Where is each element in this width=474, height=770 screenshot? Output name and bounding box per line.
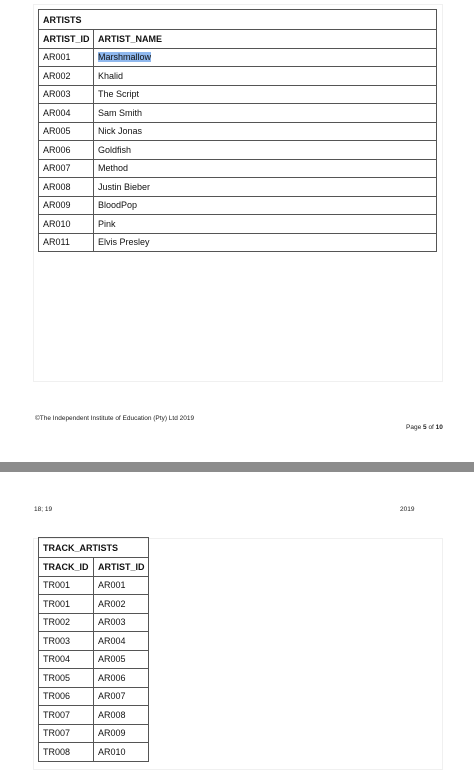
table-row [39,159,437,178]
table-cell[interactable]: AR004 [39,104,94,123]
table-cell[interactable]: Method [94,159,437,178]
document-page-6 [0,472,474,759]
footer-copyright: ©The Independent Institute of Education (Pty) Ltd 2019 [35,415,195,422]
table-cell[interactable]: AR002 [39,67,94,86]
table-cell[interactable]: AR009 [39,196,94,215]
table-cell[interactable]: Goldfish [94,141,437,160]
table-cell[interactable]: AR003 [94,613,149,632]
table-cell[interactable]: AR005 [94,650,149,669]
table-cell[interactable]: TR005 [39,669,94,688]
table-row [39,669,149,688]
table-cell[interactable]: Khalid [94,67,437,86]
table-row [39,215,437,234]
table-cell[interactable]: AR001 [94,576,149,595]
table-row [39,632,149,651]
table-cell[interactable]: AR008 [39,178,94,197]
column-header: ARTIST_NAME [94,30,437,49]
table-cell[interactable]: AR007 [39,159,94,178]
table-row [39,613,149,632]
table-cell[interactable]: AR010 [39,215,94,234]
table-row [39,706,149,725]
column-header: ARTIST_ID [39,30,94,49]
table-row [39,576,149,595]
table-caption: TRACK_ARTISTS [39,538,149,558]
table-row [39,141,437,160]
table-caption: ARTISTS [39,10,437,30]
table-cell[interactable]: TR004 [39,650,94,669]
table-cell[interactable]: Justin Bieber [94,178,437,197]
track-artists-table [38,537,149,762]
page-of: of [428,424,434,431]
table-cell[interactable]: Pink [94,215,437,234]
table-row [39,48,437,67]
table-cell[interactable]: AR007 [94,687,149,706]
table-cell[interactable]: AR006 [39,141,94,160]
table-cell[interactable]: TR002 [39,613,94,632]
table-cell[interactable]: TR008 [39,743,94,762]
table-cell[interactable]: AR002 [94,595,149,614]
table-cell[interactable]: AR001 [39,48,94,67]
table-cell[interactable]: TR003 [39,632,94,651]
table-row [39,595,149,614]
table-cell[interactable]: AR005 [39,122,94,141]
table-cell[interactable]: AR006 [94,669,149,688]
table-row [39,196,437,215]
table-row [39,104,437,123]
selected-text[interactable]: Marshmallow [98,52,152,63]
table-cell[interactable]: TR001 [39,595,94,614]
page-label: Page [406,424,422,431]
table-cell[interactable]: AR009 [94,724,149,743]
table-cell[interactable] [94,48,437,67]
table-row [39,122,437,141]
table-row [39,650,149,669]
table-row [39,687,149,706]
table-row [39,85,437,104]
header-right: 2019 [400,506,415,513]
column-header: ARTIST_ID [94,558,149,577]
table-cell[interactable]: TR007 [39,706,94,725]
table-cell[interactable]: TR001 [39,576,94,595]
column-header: TRACK_ID [39,558,94,577]
table-cell[interactable]: The Script [94,85,437,104]
header-left: 18; 19 [34,506,53,513]
table-cell[interactable]: AR008 [94,706,149,725]
page-separator [0,462,474,472]
table-row [39,743,149,762]
table-cell[interactable]: TR006 [39,687,94,706]
table-cell[interactable]: TR007 [39,724,94,743]
table-row [39,724,149,743]
table-cell[interactable]: Elvis Presley [94,233,437,252]
table-cell[interactable]: Nick Jonas [94,122,437,141]
artists-table [38,9,437,252]
table-cell[interactable]: AR003 [39,85,94,104]
table-row [39,233,437,252]
table-cell[interactable]: AR010 [94,743,149,762]
table-cell[interactable]: Sam Smith [94,104,437,123]
page-number [406,424,443,431]
page-current: 5 [423,424,427,431]
page-total: 10 [435,424,443,431]
table-row [39,67,437,86]
table-cell[interactable]: AR011 [39,233,94,252]
table-cell[interactable]: BloodPop [94,196,437,215]
table-row [39,178,437,197]
table-cell[interactable]: AR004 [94,632,149,651]
